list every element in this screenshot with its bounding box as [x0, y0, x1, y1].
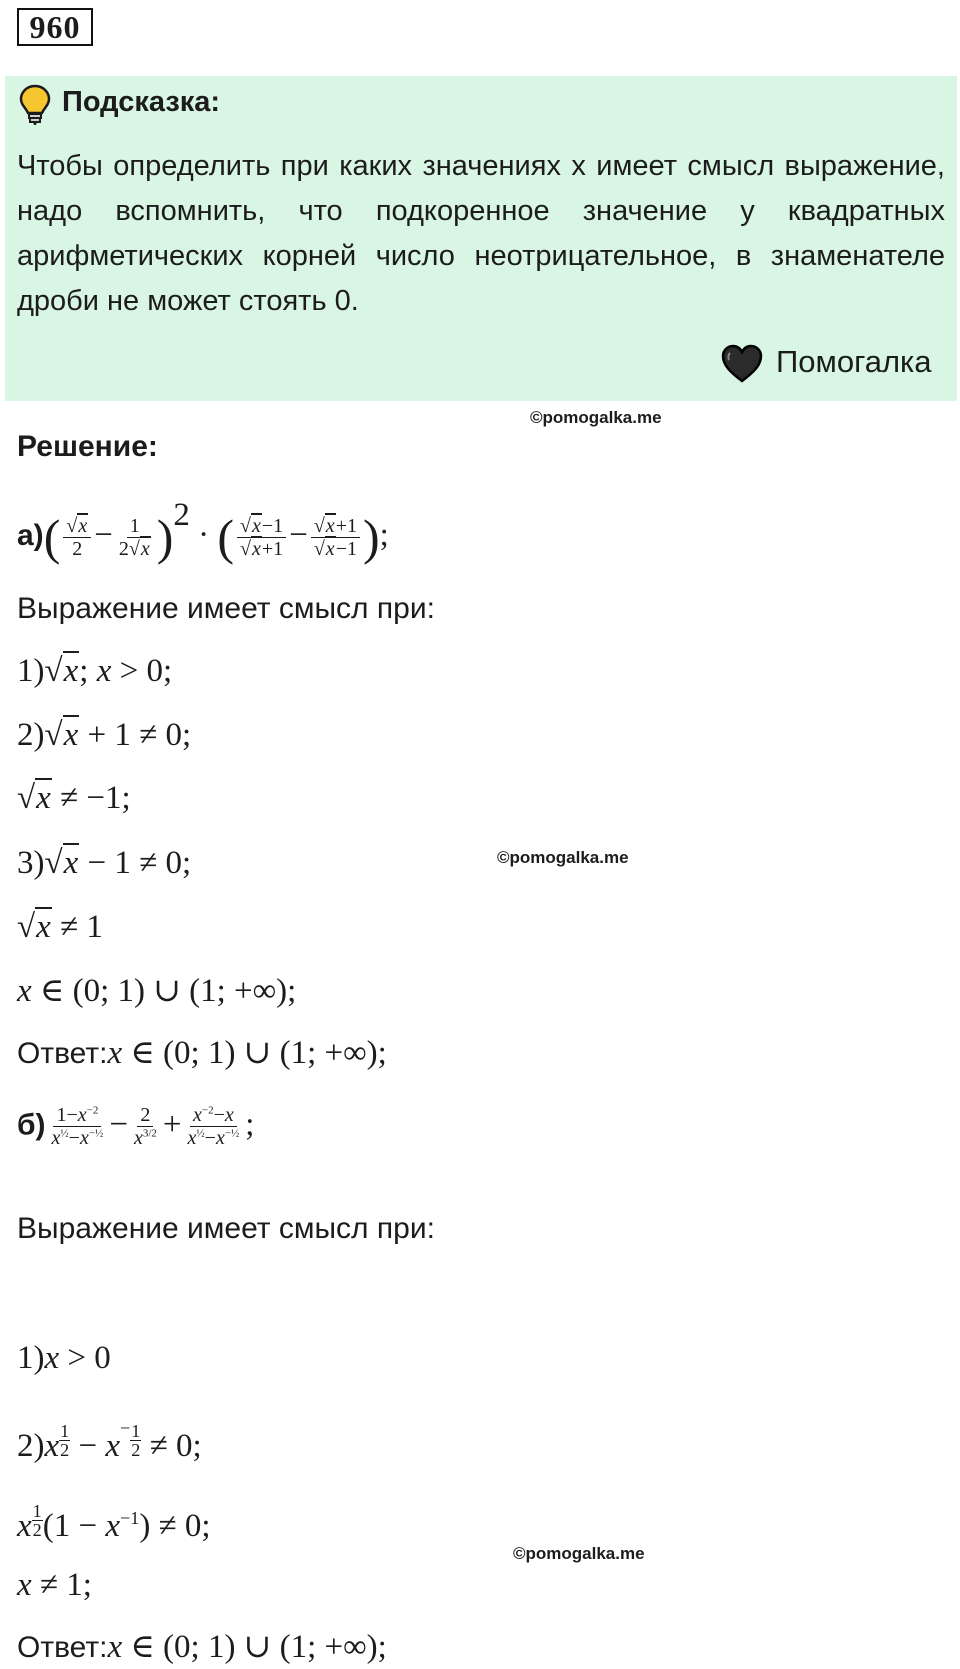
heart-icon: [720, 344, 764, 384]
condition-a-3: 3)√x − 1 ≠ 0;: [17, 845, 192, 881]
hint-title: Подсказка:: [62, 86, 221, 118]
lightbulb-icon: [18, 84, 52, 126]
watermark: ©pomogalka.me: [530, 408, 662, 427]
hint-text: Чтобы определить при каких значениях x имеет смысл выражение, надо вспомнить, что подкоренное значение у квадратных арифметических корней число неотрицательное, в знаменателе дроби не может стоять 0.: [17, 150, 945, 317]
meaning-text-a: Выражение имеет смысл при:: [17, 592, 435, 625]
interval-a: x ∈ (0; 1) ∪ (1; +∞);: [17, 973, 297, 1009]
part-a-label: а): [17, 519, 44, 552]
condition-a-2: 2)√x + 1 ≠ 0;: [17, 717, 192, 753]
condition-a-3-result: √x ≠ 1: [17, 909, 103, 945]
part-b-label: б): [17, 1108, 46, 1142]
task-number: 960: [17, 8, 93, 46]
brand-name: Помогалка: [776, 344, 932, 379]
condition-a-2-result: √x ≠ −1;: [17, 780, 131, 816]
condition-b-result: x ≠ 1;: [17, 1567, 92, 1603]
watermark: ©pomogalka.me: [513, 1544, 645, 1563]
answer-label: Ответ:: [17, 1631, 108, 1664]
watermark: ©pomogalka.me: [497, 848, 629, 867]
condition-a-1: 1)√x; x > 0;: [17, 653, 173, 689]
answer-label: Ответ:: [17, 1037, 108, 1070]
condition-b-1: 1)x > 0: [17, 1340, 111, 1376]
solution-title: Решение:: [17, 430, 158, 463]
condition-b-2: 2)x $\frac{1}{2}$ − x− $\frac{1}{2}$ ≠ 0;: [17, 1418, 202, 1464]
condition-b-2-factored: x $\frac{1}{2}$ $(1 - x^{-1}) \ne 0$;: [17, 1501, 211, 1545]
meaning-text-b: Выражение имеет смысл при:: [17, 1212, 435, 1245]
answer-b: Ответ:x ∈ (0; 1) ∪ (1; +∞);: [17, 1629, 387, 1665]
expression-a: а)( $\frac{√x}{2}$ − $\frac{1}{2√x}$ )$^2$ · ( $\frac{√x-1}{√x+1}$ − $\frac{√x+1}{√x-1}$ );: [17, 497, 389, 566]
answer-a: Ответ:x ∈ (0; 1) ∪ (1; +∞);: [17, 1035, 387, 1071]
expression-b: б) $\frac{1-x^{-2}}{x^{\frac{1}{2}}-x^{-\frac{1}{2}}}$ − $\frac{2}{x^{3/2}}$ + $\frac{x^{-2}-x}{x^{\frac{1}{2}}-x^{-\frac{1}{2}}}$ ;: [17, 1104, 255, 1149]
